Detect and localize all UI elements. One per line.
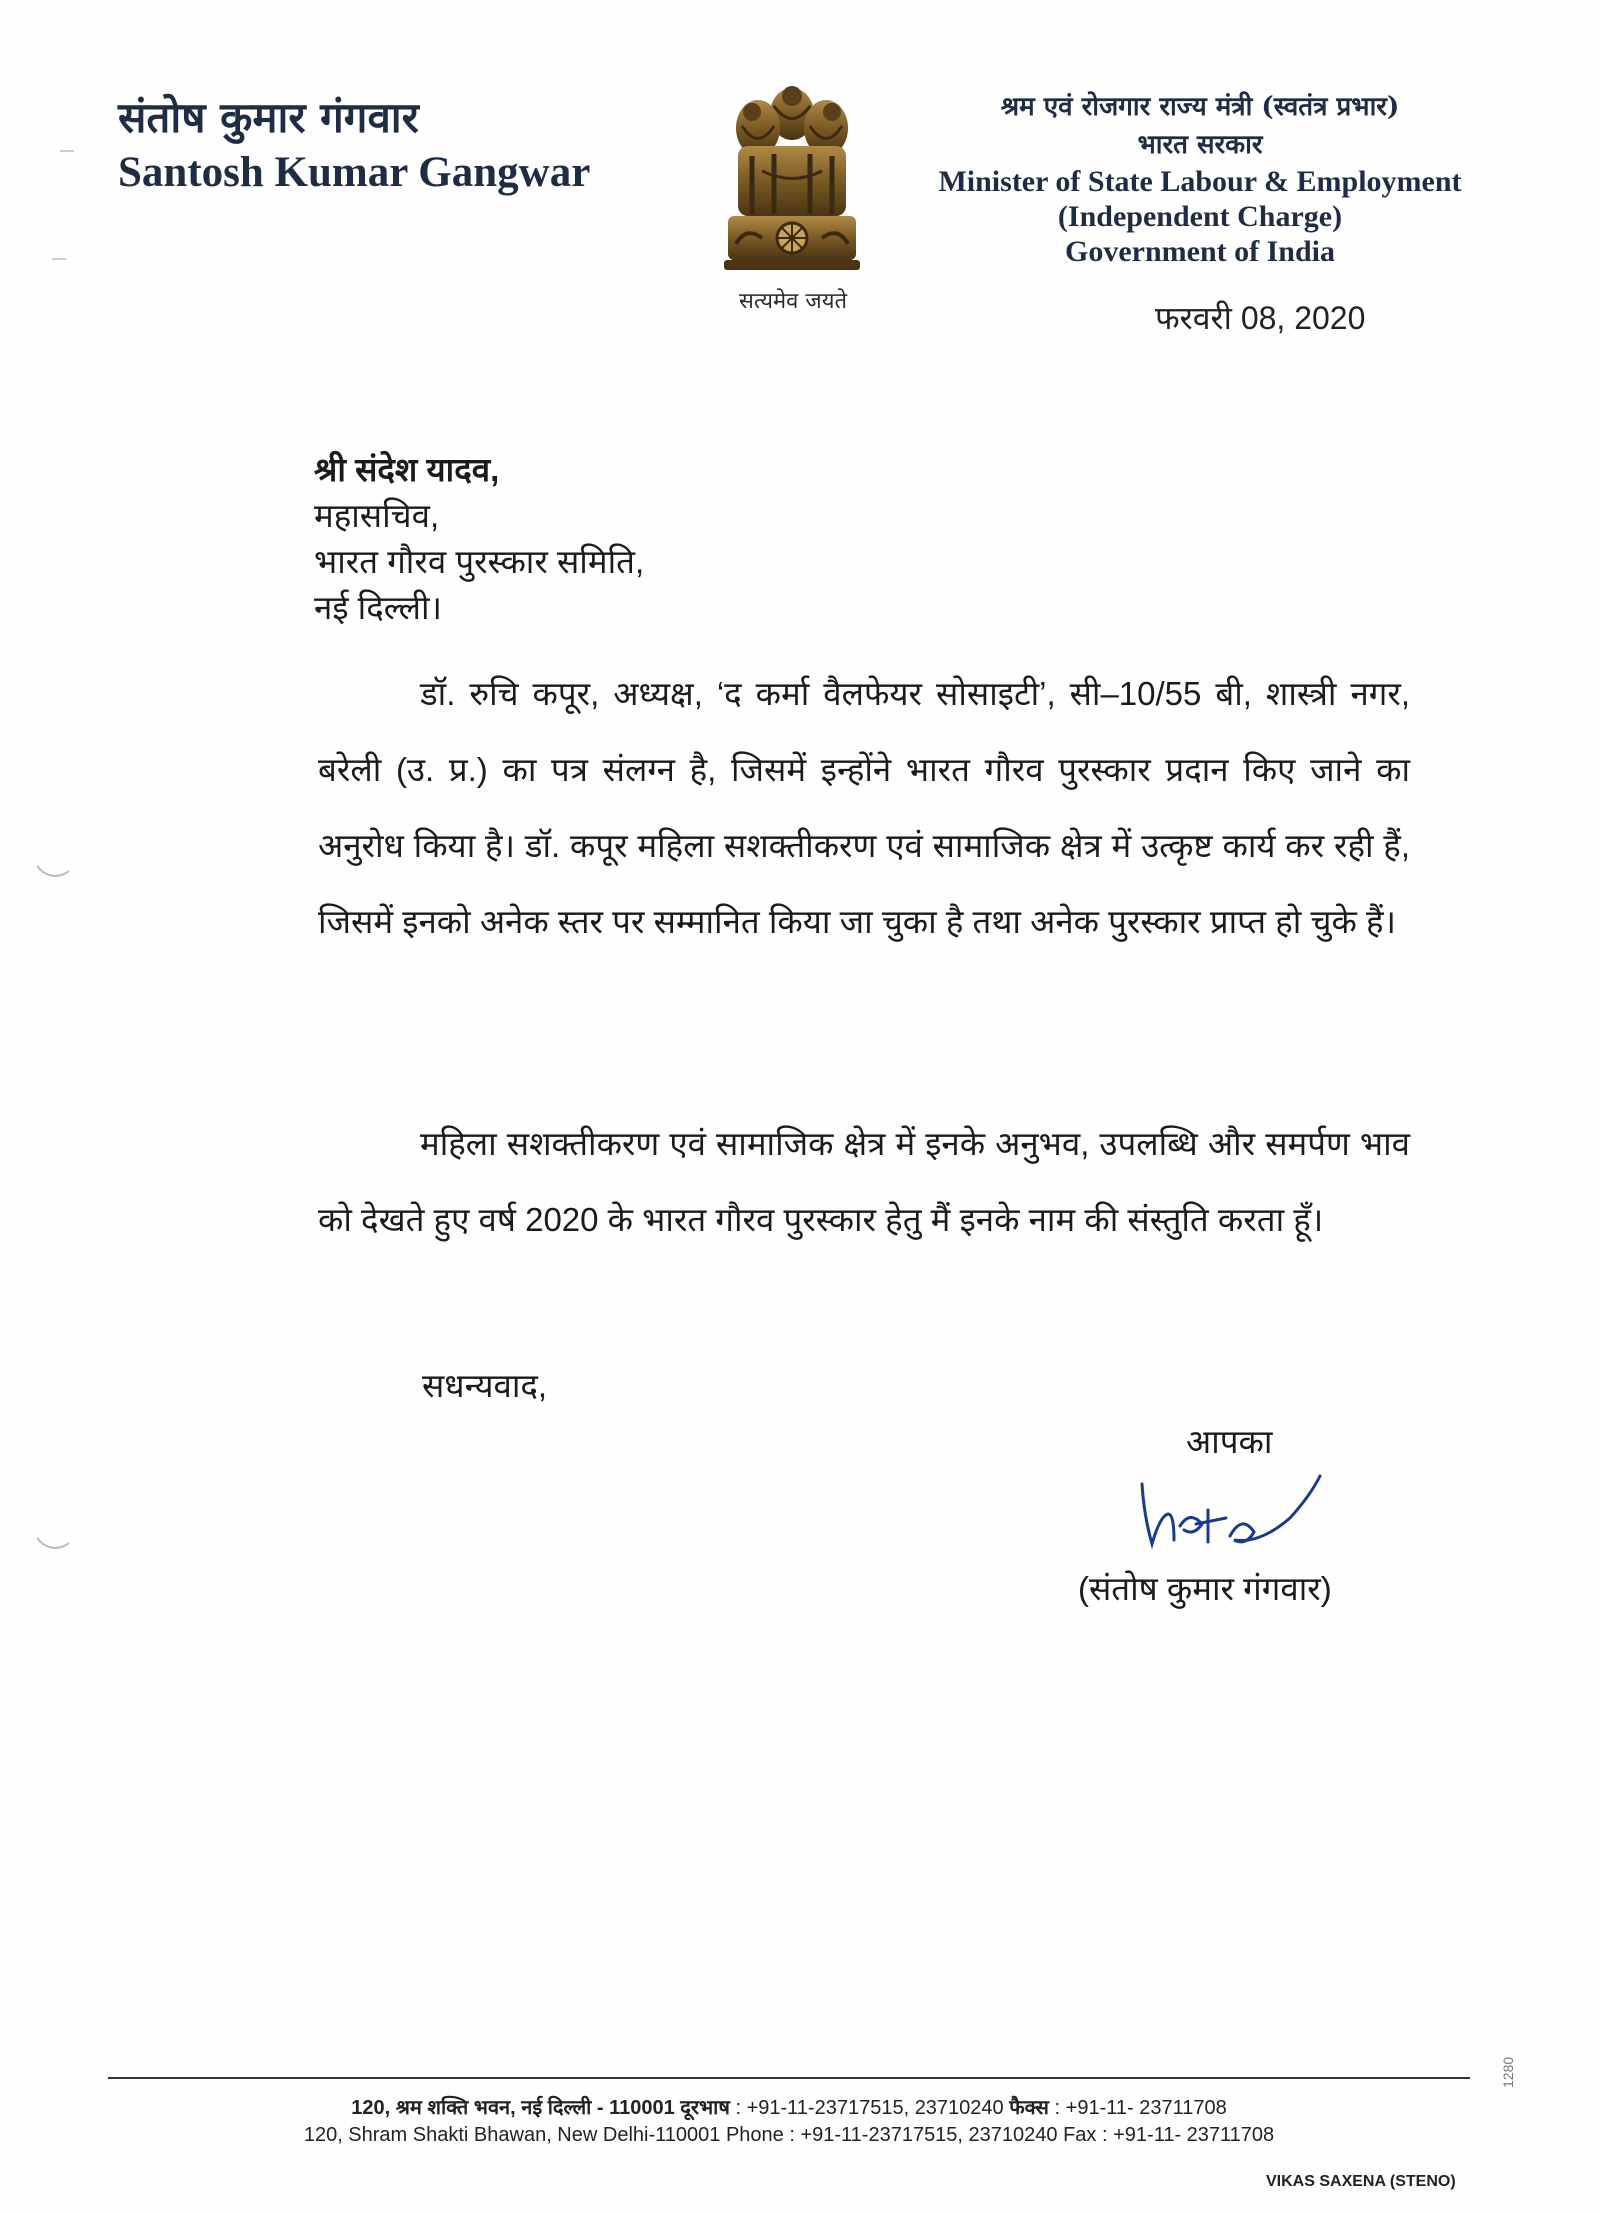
addressee-city: नई दिल्ली। <box>314 589 443 626</box>
footer-fax-en: Fax : +91-11- 23711708 <box>1063 2124 1275 2146</box>
office-block <box>920 88 1480 269</box>
addressee-block <box>314 447 644 631</box>
steno-reference: VIKAS SAXENA (STENO) <box>1266 2173 1456 2190</box>
office-title-english-2: (Independent Charge) <box>1057 200 1343 233</box>
addressee-organization: भारत गौरव पुरस्कार समिति, <box>314 543 645 580</box>
addressee-name: श्री संदेश यादव, <box>314 451 500 488</box>
footer-phone-hi: : +91-11-23717515, 23710240 <box>735 2097 1004 2119</box>
office-title-english-3: Government of India <box>1065 235 1335 268</box>
footer-address-en: 120, Shram Shakti Bhawan, New Delhi-110001 <box>303 2124 721 2146</box>
scan-tick-mark <box>52 258 66 260</box>
body-paragraph-1: डॉ. रुचि कपूर, अध्यक्ष, ‘द कर्मा वैलफेयर सोसाइटी’, सी–10/55 बी, शास्त्री नगर, बरेली (उ. प्र.) का पत्र संलग्न है, जिसमें इन्होंने भारत गौरव पुरस्कार प्रदान किए जाने का अनुरोध किया है। डॉ. कपूर महिला सशक्तीकरण एवं सामाजिक क्षेत्र में उत्कृष्ट कार्य कर रही हैं, जिसमें इनको अनेक स्तर पर सम्मानित किया जा चुका है तथा अनेक पुरस्कार प्राप्त हो चुके हैं। <box>318 675 1410 940</box>
footer-address-hi: 120, श्रम शक्ति भवन, नई दिल्ली - 110001 <box>351 2097 675 2119</box>
scan-hole-mark <box>36 1525 70 1557</box>
letter-date: फरवरी 08, 2020 <box>1155 300 1366 336</box>
sender-name-hindi: संतोष कुमार गंगवार <box>118 93 419 142</box>
signatory-name: (संतोष कुमार गंगवार) <box>1078 1570 1332 1607</box>
addressee-designation: महासचिव, <box>314 497 440 534</box>
footer-address-english <box>108 2124 1470 2147</box>
office-country-hindi: भारत सरकार <box>1137 130 1263 160</box>
footer-phone-label-hi: दूरभाष <box>680 2097 730 2119</box>
sender-name-english: Santosh Kumar Gangwar <box>118 149 591 196</box>
footer-address-hindi <box>108 2093 1470 2120</box>
emblem-motto: सत्यमेव जयते <box>738 289 848 314</box>
footer-fax-hi: : +91-11- 23711708 <box>1054 2097 1227 2119</box>
closing-salutation: सधन्यवाद, <box>422 1367 548 1404</box>
footer-divider <box>108 2077 1470 2079</box>
scan-hole-mark <box>36 853 70 885</box>
footer-fax-label-hi: फैक्स <box>1009 2097 1049 2119</box>
body-paragraph-2: महिला सशक्तीकरण एवं सामाजिक क्षेत्र में इनके अनुभव, उपलब्धि और समर्पण भाव को देखते हुए वर्ष 2020 के भारत गौरव पुरस्कार हेतु मैं इनके नाम की संस्तुति करता हूँ। <box>318 1125 1410 1238</box>
national-emblem-icon <box>722 76 862 276</box>
yours-faithfully: आपका <box>1186 1423 1273 1460</box>
scan-tick-mark <box>60 150 74 152</box>
office-title-english-1: Minister of State Labour & Employment <box>938 165 1462 198</box>
office-title-hindi: श्रम एवं रोजगार राज्य मंत्री (स्वतंत्र प्रभार) <box>1000 92 1400 122</box>
footer-phone-en: Phone : +91-11-23717515, 23710240 <box>725 2124 1058 2146</box>
page-code: 1280 <box>1500 2056 1516 2088</box>
handwritten-signature-icon <box>1130 1466 1330 1566</box>
